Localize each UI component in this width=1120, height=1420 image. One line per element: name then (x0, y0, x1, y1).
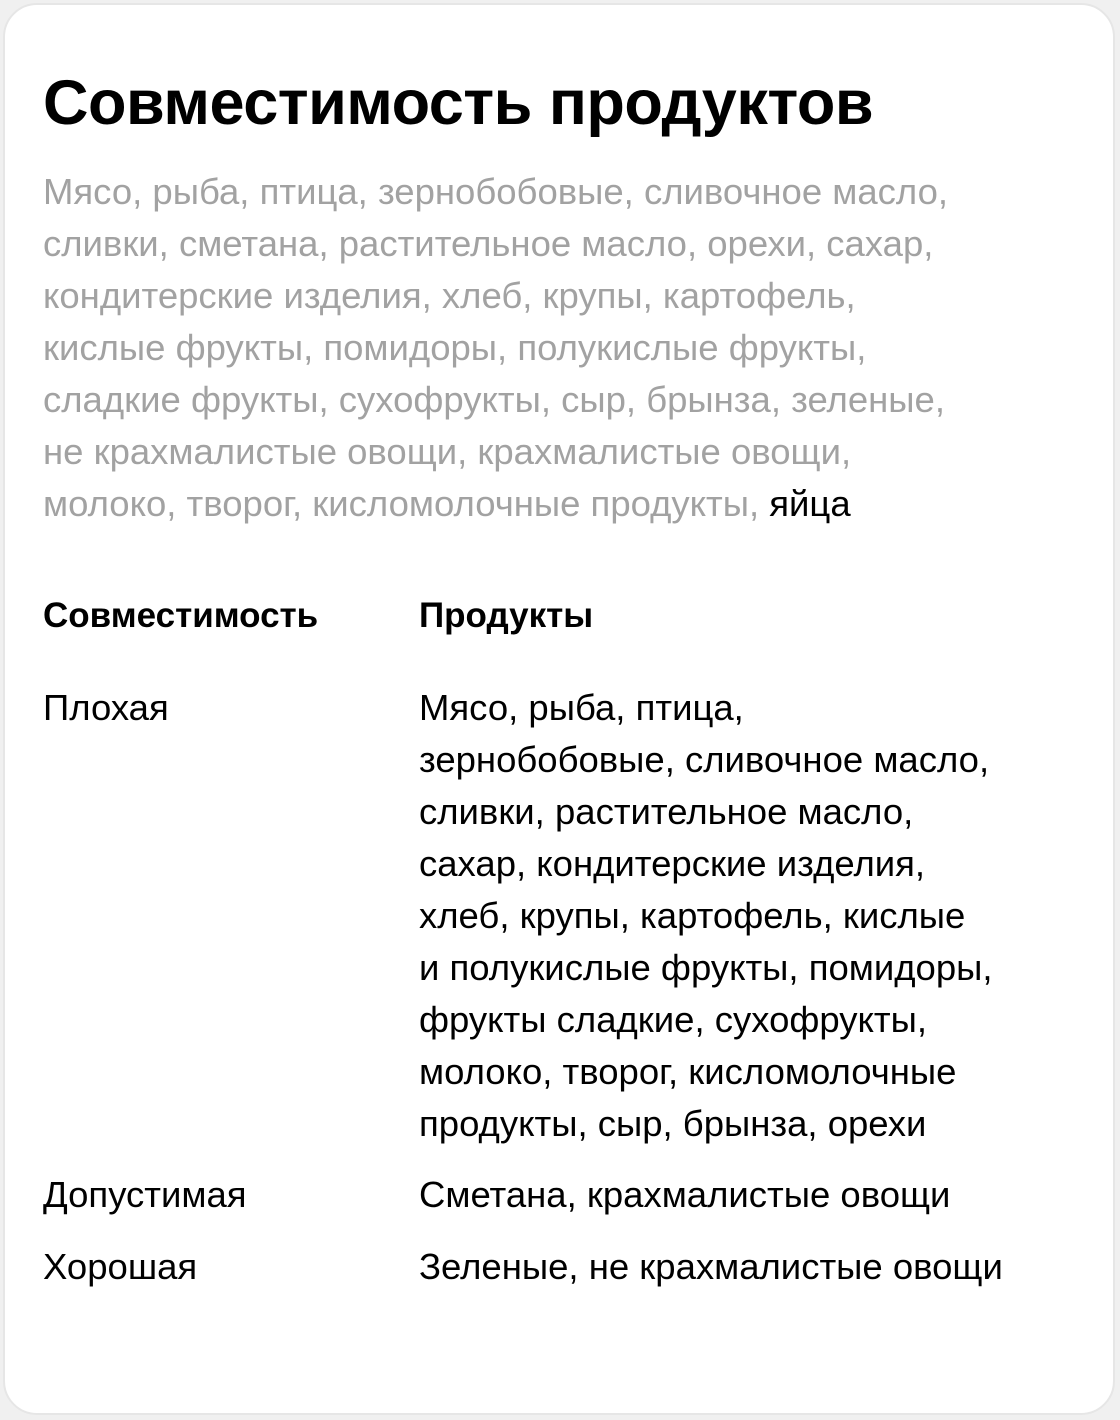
product-line: Зеленые, не крахмалистые овощи (419, 1246, 1003, 1287)
column-header-compatibility: Совместимость (43, 596, 319, 635)
tag-line: не крахмалистые овощи, крахмалистые овощи, (43, 431, 852, 472)
row-acceptable-products (419, 1169, 950, 1221)
tag-line: Мясо, рыба, птица, зернобобовые, сливочное масло, (43, 171, 949, 212)
product-line: Мясо, рыба, птица, (419, 687, 744, 728)
tag-line: кондитерские изделия, хлеб, крупы, картофель, (43, 275, 856, 316)
row-acceptable-compatibility: Допустимая (43, 1174, 247, 1215)
product-line: и полукислые фрукты, помидоры, (419, 947, 993, 988)
tag-line: кислые фрукты, помидоры, полукислые фрукты, (43, 327, 867, 368)
tag-line: сливки, сметана, растительное масло, орехи, сахар, (43, 223, 934, 264)
row-good-products (419, 1241, 1003, 1293)
tag-line: сладкие фрукты, сухофрукты, сыр, брынза, зеленые, (43, 379, 945, 420)
row-good-compatibility: Хорошая (43, 1246, 198, 1287)
compatibility-card (3, 3, 1115, 1415)
product-line: сливки, растительное масло, (419, 791, 914, 832)
product-line: продукты, сыр, брынза, орехи (419, 1103, 927, 1144)
product-line: сахар, кондитерские изделия, (419, 843, 926, 884)
tag-line-last (43, 478, 1093, 530)
product-tag-list (43, 166, 1093, 530)
selected-product-tag[interactable]: яйца (769, 483, 851, 524)
product-line: молоко, творог, кисломолочные (419, 1051, 957, 1092)
product-line: зернобобовые, сливочное масло, (419, 739, 990, 780)
product-line: хлеб, крупы, картофель, кислые (419, 895, 966, 936)
row-poor-compatibility: Плохая (43, 687, 169, 728)
product-line: фрукты сладкие, сухофрукты, (419, 999, 928, 1040)
product-line: Сметана, крахмалистые овощи (419, 1174, 951, 1215)
tag-text: молоко, творог, кисломолочные продукты, (43, 483, 770, 524)
row-poor-products (419, 682, 993, 1150)
column-header-products: Продукты (419, 596, 594, 635)
page-title: Совместимость продуктов (43, 68, 874, 138)
